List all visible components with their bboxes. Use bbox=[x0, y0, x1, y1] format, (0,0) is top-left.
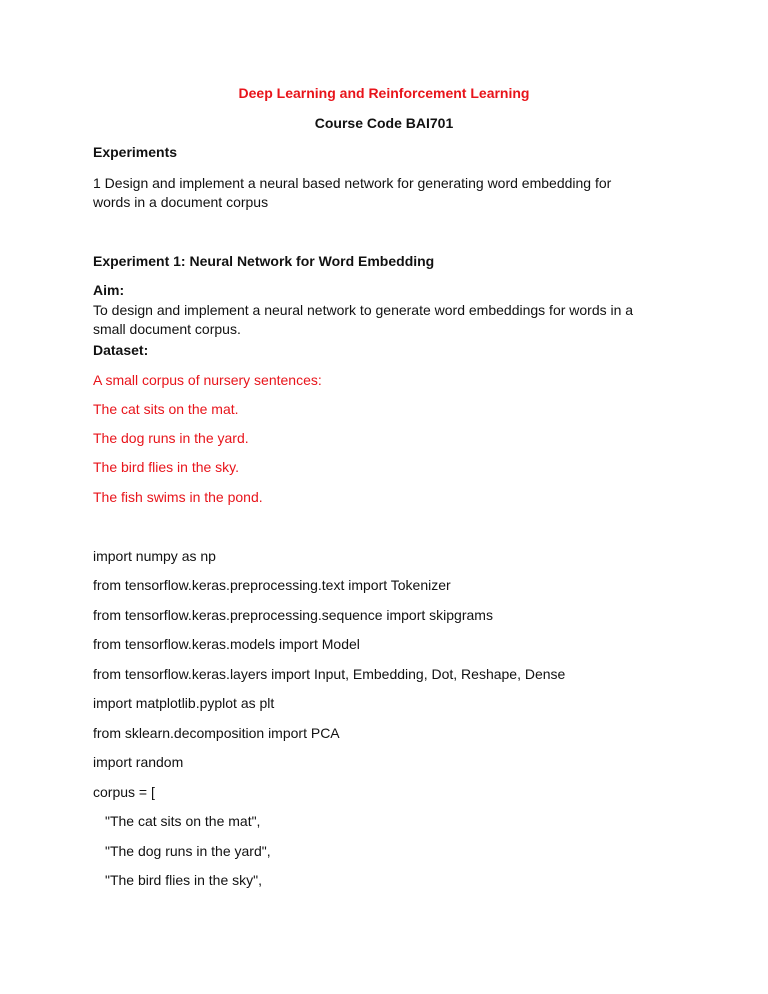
code-line: "The dog runs in the yard", bbox=[105, 843, 271, 859]
dataset-intro: A small corpus of nursery sentences: bbox=[93, 372, 322, 388]
code-line: import matplotlib.pyplot as plt bbox=[93, 695, 275, 711]
code-line: from sklearn.decomposition import PCA bbox=[93, 725, 340, 741]
code-line: from tensorflow.keras.layers import Input, Embedding, Dot, Reshape, Dense bbox=[93, 666, 566, 682]
experiment-list-line: 1 Design and implement a neural based network for generating word embedding for bbox=[93, 175, 612, 191]
dataset-label: Dataset: bbox=[93, 342, 149, 358]
code-line: from tensorflow.keras.models import Model bbox=[93, 636, 360, 652]
sentence: The dog runs in the yard. bbox=[93, 430, 249, 446]
code-line: from tensorflow.keras.preprocessing.text import Tokenizer bbox=[93, 577, 451, 593]
code-line: import numpy as np bbox=[93, 548, 216, 564]
code-line: from tensorflow.keras.preprocessing.sequence import skipgrams bbox=[93, 607, 493, 623]
experiment-list-line: words in a document corpus bbox=[93, 194, 269, 210]
experiments-heading: Experiments bbox=[93, 144, 178, 160]
aim-text: small document corpus. bbox=[93, 321, 241, 337]
code-line: "The bird flies in the sky", bbox=[105, 872, 263, 888]
document-title: Deep Learning and Reinforcement Learning bbox=[238, 85, 530, 101]
experiment1-heading: Experiment 1: Neural Network for Word Embedding bbox=[93, 253, 435, 269]
course-code: Course Code BAI701 bbox=[314, 115, 454, 131]
code-line: "The cat sits on the mat", bbox=[105, 813, 261, 829]
sentence: The bird flies in the sky. bbox=[93, 459, 240, 475]
code-line: import random bbox=[93, 754, 184, 770]
sentence: The cat sits on the mat. bbox=[93, 401, 239, 417]
code-line: corpus = [ bbox=[93, 784, 155, 800]
sentence: The fish swims in the pond. bbox=[93, 489, 263, 505]
aim-text: To design and implement a neural network to generate word embeddings for words in a bbox=[93, 302, 634, 318]
aim-label: Aim: bbox=[93, 282, 125, 298]
